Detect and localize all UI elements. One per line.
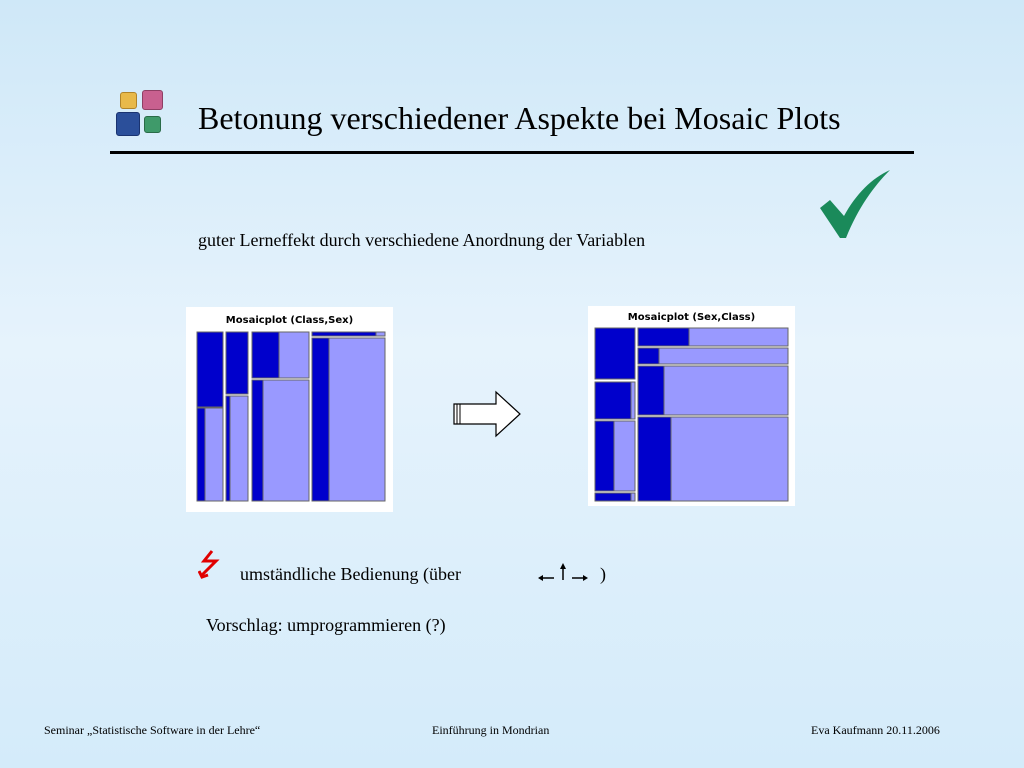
plot-title-class-sex: Mosaicplot (Class,Sex) (225, 315, 354, 326)
mosaicplot-sex-class (588, 306, 795, 506)
title-divider (110, 151, 914, 154)
right-arrow-icon (448, 390, 524, 438)
colored-squares-logo (114, 88, 166, 140)
mosaicplot-class-sex (186, 307, 393, 512)
point-learning-effect: guter Lerneffekt durch verschiedene Anordnung der Variablen (198, 230, 646, 250)
checkmark-icon (816, 168, 892, 240)
footer-topic: Einführung in Mondrian (432, 723, 550, 737)
slide-title: Betonung verschiedener Aspekte bei Mosaic Plots (198, 100, 841, 136)
point-suggestion: Vorschlag: umprogrammieren (?) (206, 615, 446, 635)
footer-author-date: Eva Kaufmann 20.11.2006 (811, 723, 940, 737)
lightning-icon (198, 549, 228, 581)
footer-seminar: Seminar „Statistische Software in der Lehre“ (44, 723, 261, 737)
point-cumbersome-usage: umständliche Bedienung (über (240, 564, 461, 584)
point-cumbersome-close: ) (600, 564, 606, 584)
plot-title-sex-class: Mosaicplot (Sex,Class) (627, 312, 756, 323)
arrow-keys-icon (536, 562, 590, 586)
